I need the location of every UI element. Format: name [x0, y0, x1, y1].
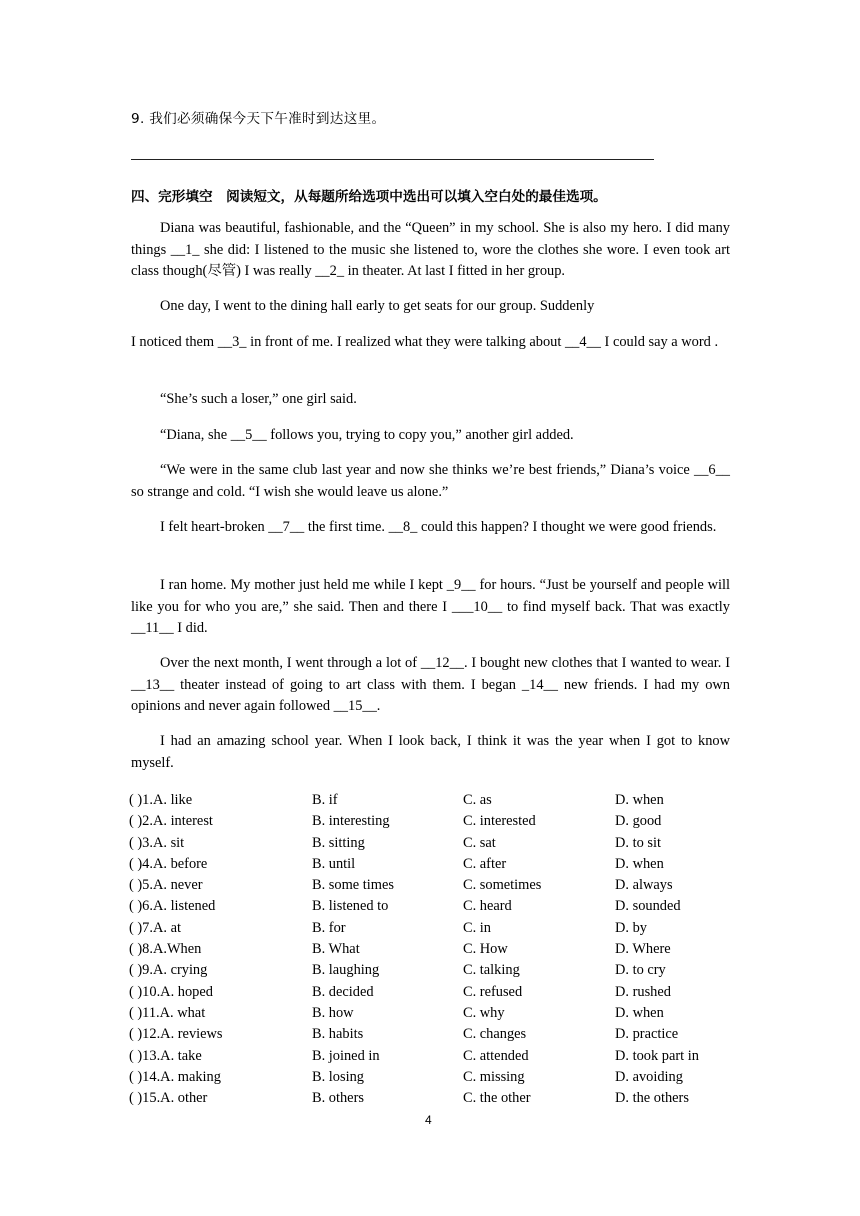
option-stem: ( )13.A. take [129, 1047, 202, 1064]
option-stem: ( )6.A. listened [129, 898, 216, 915]
option-stem: ( )1.A. like [129, 792, 193, 808]
option-stem: ( )2.A. interest [129, 813, 213, 830]
passage-paragraph: “Diana, she __5__ follows you, trying to copy you,” another girl added. [160, 427, 574, 443]
option-c: C. refused [463, 983, 523, 1000]
option-stem: ( )4.A. before [129, 855, 208, 872]
option-b: B. how [312, 1004, 354, 1021]
passage-paragraph: I ran home. My mother just held me while I kept _9__ for hours. “Just be yourself and people will like you for who you are,” she said. Then and there I ___10__ to find myself back. That was exactly __11__ I did. [131, 577, 730, 636]
option-d: D. to cry [615, 962, 666, 979]
section-heading: 四、完形填空 阅读短文，从每题所给选项中选出可以填入空白处的最佳选项。 [131, 189, 607, 205]
option-d: D. sounded [615, 898, 681, 915]
option-d: D. to sit [615, 834, 661, 851]
option-stem: ( )11.A. what [129, 1004, 206, 1021]
option-c: C. after [463, 855, 507, 872]
passage-paragraph: “She’s such a loser,” one girl said. [160, 391, 357, 407]
option-c: C. as [463, 792, 492, 808]
option-c: C. interested [463, 813, 536, 830]
option-c: C. changes [463, 1026, 527, 1043]
option-b: B. laughing [312, 962, 380, 979]
option-d: D. good [615, 813, 662, 830]
option-b: B. others [312, 1090, 364, 1107]
option-b: B. habits [312, 1026, 364, 1043]
option-d: D. the others [615, 1090, 689, 1107]
option-d: D. rushed [615, 983, 671, 1000]
option-stem: ( )8.A.When [129, 941, 202, 958]
page-number: 4 [425, 1113, 432, 1127]
option-b: B. decided [312, 983, 374, 1000]
option-stem: ( )12.A. reviews [129, 1026, 223, 1043]
option-d: D. when [615, 792, 664, 808]
answer-line [131, 159, 654, 160]
option-b: B. some times [312, 877, 394, 894]
question-9-prompt: 9. 我们必须确保今天下午准时到达这里。 [131, 111, 386, 127]
option-c: C. why [463, 1004, 505, 1021]
passage-paragraph: I noticed them __3_ in front of me. I realized what they were talking about __4__ I could say a word . [131, 334, 719, 350]
passage-paragraph: I felt heart-broken __7__ the first time. __8_ could this happen? I thought we were good friends. [160, 519, 717, 535]
option-stem: ( )9.A. crying [129, 962, 208, 979]
option-d: D. when [615, 855, 664, 872]
option-stem: ( )5.A. never [129, 877, 203, 894]
option-d: D. avoiding [615, 1068, 683, 1085]
option-d: D. took part in [615, 1047, 699, 1064]
option-d: D. when [615, 1004, 664, 1021]
option-b: B. losing [312, 1068, 364, 1085]
option-stem: ( )10.A. hoped [129, 983, 213, 1000]
option-c: C. sat [463, 834, 496, 851]
passage-paragraph: One day, I went to the dining hall early to get seats for our group. Suddenly [160, 298, 595, 314]
option-c: C. heard [463, 898, 512, 915]
option-c: C. in [463, 919, 491, 936]
option-stem: ( )14.A. making [129, 1068, 221, 1085]
option-c: C. sometimes [463, 877, 542, 894]
option-c: C. How [463, 941, 508, 958]
option-c: C. talking [463, 962, 520, 979]
option-c: C. missing [463, 1068, 525, 1085]
option-stem: ( )7.A. at [129, 919, 181, 936]
option-d: D. practice [615, 1026, 679, 1043]
option-b: B. sitting [312, 834, 365, 851]
option-c: C. the other [463, 1090, 531, 1107]
option-b: B. What [312, 941, 360, 958]
passage-paragraph: Diana was beautiful, fashionable, and the “Queen” in my school. She is also my hero. I did many things __1_ she did: I listened to the music she listened to, wore the clothes she wore. I even took art class though(尽管) I was really __2_ in theater. At last I fitted in her group. [131, 220, 730, 279]
option-b: B. joined in [312, 1047, 380, 1064]
option-d: D. Where [615, 941, 671, 958]
passage-paragraph: “We were in the same club last year and now she thinks we’re best friends,” Diana’s voice __6__ so strange and cold. “I wish she would leave us alone.” [131, 462, 730, 500]
option-b: B. listened to [312, 898, 389, 915]
option-b: B. for [312, 919, 346, 936]
option-d: D. by [615, 919, 647, 936]
option-stem: ( )15.A. other [129, 1090, 208, 1107]
option-stem: ( )3.A. sit [129, 834, 185, 851]
option-b: B. until [312, 855, 356, 872]
option-b: B. if [312, 792, 338, 808]
passage-paragraph: I had an amazing school year. When I look back, I think it was the year when I got to know myself. [131, 733, 730, 771]
option-c: C. attended [463, 1047, 529, 1064]
option-d: D. always [615, 877, 673, 894]
passage-paragraph: Over the next month, I went through a lot of __12__. I bought new clothes that I wanted to wear. I __13__ theater instead of going to art class with them. I began _14__ new friends. I had my own opinions and never again followed __15__. [131, 655, 730, 714]
option-b: B. interesting [312, 813, 390, 830]
